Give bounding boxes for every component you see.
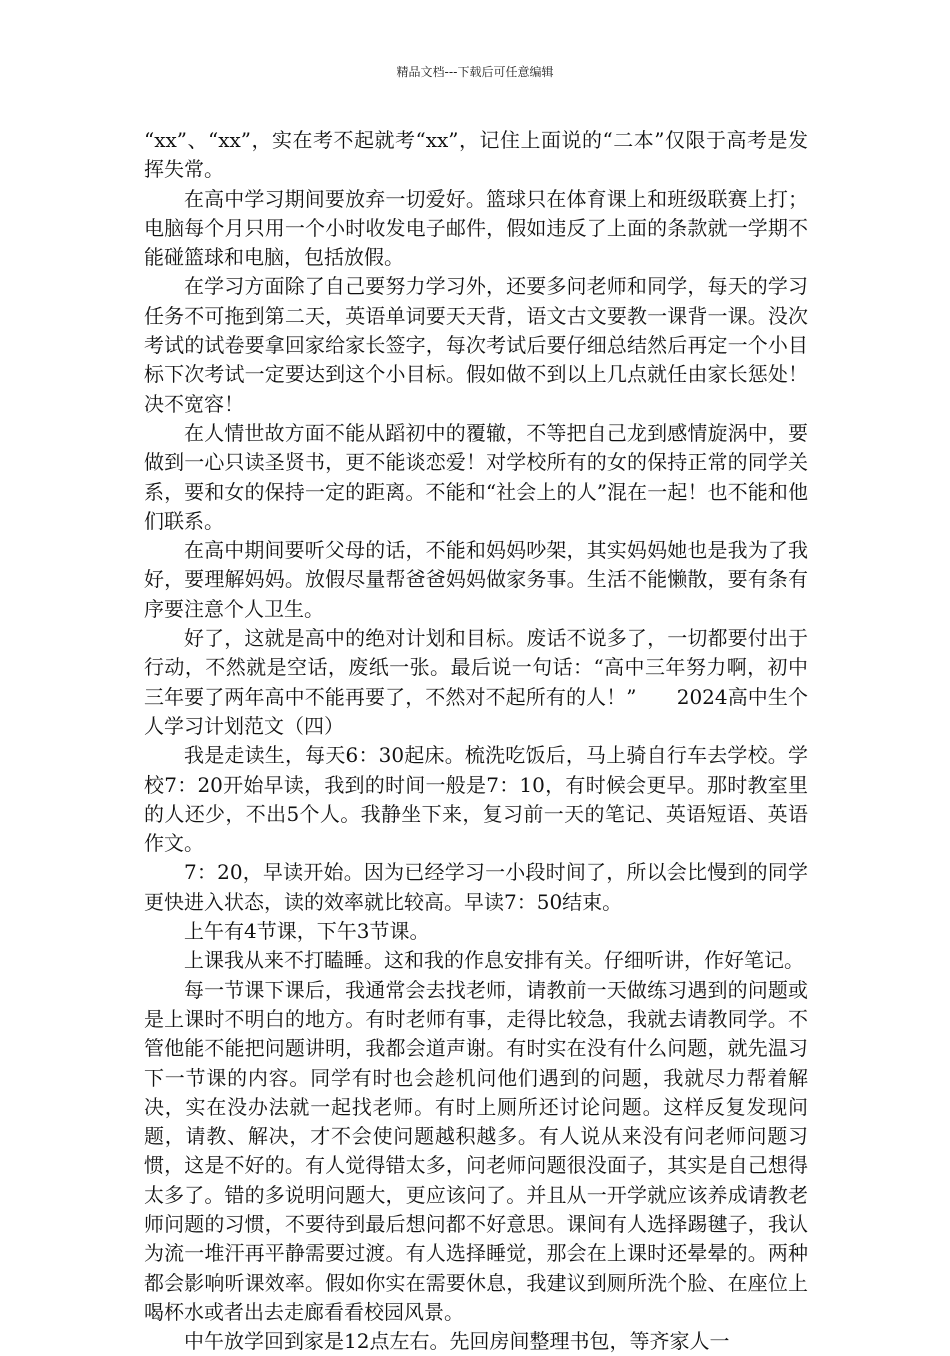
paragraph: 在高中学习期间要放弃一切爱好。篮球只在体育课上和班级联赛上打；电脑每个月只用一个小时收发电子邮件，假如违反了上面的条款就一学期不能碰篮球和电脑，包括放假。 [144, 186, 808, 270]
paragraph: 7：20，早读开始。因为已经学习一小段时间了，所以会比慢到的同学更快进入状态，读的效率就比较高。早读7：50结束。 [144, 860, 808, 914]
page-header: 精品文档---下载后可任意编辑 [396, 65, 554, 79]
paragraph: 上课我从来不打瞌睡。这和我的作息安排有关。仔细听讲，作好笔记。 [184, 948, 804, 973]
paragraph: 好了，这就是高中的绝对计划和目标。废话不说多了，一切都要付出于行动，不然就是空话，废纸一张。最后说一句话：“高中三年努力啊，初中三年要了两年高中不能再要了，不然对不起所有的人！” 2024高中生个人学习计划范文（四） [144, 626, 808, 738]
paragraph: 在学习方面除了自己要努力学习外，还要多问老师和同学，每天的学习任务不可拖到第二天，英语单词要天天背，语文古文要教一课背一课。没次考试的试卷要拿回家给家长签字，每次考试后要仔细总结然后再定一个小目标下次考试一定要达到这个小目标。假如做不到以上几点就任由家长惩处！决不宽容！ [144, 274, 808, 416]
paragraph: 每一节课下课后，我通常会去找老师，请教前一天做练习遇到的问题或是上课时不明白的地方。有时老师有事，走得比较急，我就去请教同学。不管他能不能把问题讲明，我都会道声谢。有时实在没有什么问题，就先温习下一节课的内容。同学有时也会趁机问他们遇到的问题，我就尽力帮着解决，实在没办法就一起找老师。有时上厕所还讨论问题。这样反复发现问题，请教、解决，才不会使问题越积越多。有人说从来没有问老师问题习惯，这是不好的。有人觉得错太多，问老师问题很没面子，其实是自己想得太多了。错的多说明问题大，更应该问了。并且从一开学就应该养成请教老师问题的习惯，不要待到最后想问都不好意思。课间有人选择踢毽子，我认为流一堆汗再平静需要过渡。有人选择睡觉，那会在上课时还晕晕的。两种都会影响听课效率。假如你实在需要休息，我建议到厕所洗个脸、在座位上喝杯水或者出去走廊看看校园风景。 [144, 977, 808, 1324]
paragraph: 在人情世故方面不能从蹈初中的覆辙，不等把自己龙到感情旋涡中，要做到一心只读圣贤书，更不能谈恋爱！对学校所有的女的保持正常的同学关系，要和女的保持一定的距离。不能和“社会上的人”混在一起！也不能和他们联系。 [144, 420, 808, 533]
paragraph: 在高中期间要听父母的话，不能和妈妈吵架，其实妈妈她也是我为了我好，要理解妈妈。放假尽量帮爸爸妈妈做家务事。生活不能懒散，要有条有序要注意个人卫生。 [144, 538, 808, 621]
paragraph: “xx”、“xx”，实在考不起就考“xx”，记住上面说的“二本”仅限于高考是发挥失常。 [144, 128, 808, 182]
paragraph: 我是走读生，每天6：30起床。梳洗吃饭后，马上骑自行车去学校。学校7：20开始早读，我到的时间一般是7：10，有时候会更早。那时教室里的人还少，不出5个人。我静坐下来，复习前一天的笔记、英语短语、英语作文。 [144, 743, 808, 856]
document-body [144, 126, 808, 1356]
paragraph: 上午有4节课，下午3节课。 [184, 919, 430, 944]
paragraph: 中午放学回到家是12点左右。先回房间整理书包，等齐家人一 [184, 1329, 730, 1354]
